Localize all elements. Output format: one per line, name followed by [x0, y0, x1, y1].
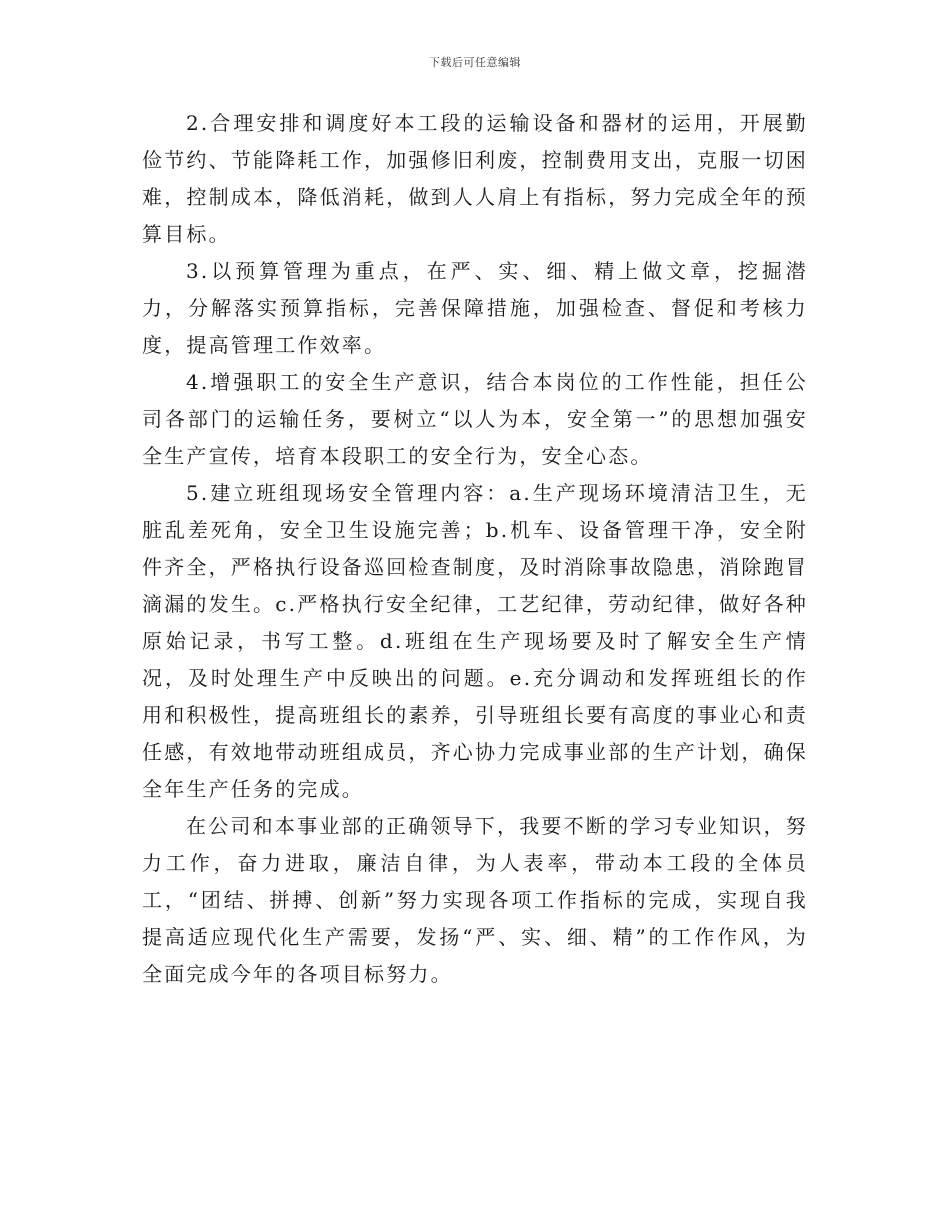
- document-body: [142, 105, 808, 993]
- page-header: 下载后可任意编辑: [429, 56, 521, 69]
- paragraph-item-5: 5.建立班组现场安全管理内容：a.生产现场环境清洁卫生，无脏乱差死角，安全卫生设施完善；b.机车、设备管理干净，安全附件齐全，严格执行设备巡回检查制度，及时消除事故隐患，消除跑冒滴漏的发生。c.严格执行安全纪律，工艺纪律，劳动纪律，做好各种原始记录，书写工整。d.班组在生产现场要及时了解安全生产情况，及时处理生产中反映出的问题。e.充分调动和发挥班组长的作用和积极性，提高班组长的素养，引导班组长要有高度的事业心和责任感，有效地带动班组成员，齐心协力完成事业部的生产计划，确保全年生产任务的完成。: [142, 481, 808, 801]
- paragraph-item-2: 2.合理安排和调度好本工段的运输设备和器材的运用，开展勤俭节约、节能降耗工作，加强修旧利废，控制费用支出，克服一切困难，控制成本，降低消耗，做到人人肩上有指标，努力完成全年的预算目标。: [142, 111, 808, 246]
- paragraph-item-4: 4.增强职工的安全生产意识，结合本岗位的工作性能，担任公司各部门的运输任务，要树立“以人为本，安全第一”的思想加强安全生产宣传，培育本段职工的安全行为，安全心态。: [142, 370, 808, 468]
- paragraph-item-3: 3.以预算管理为重点，在严、实、细、精上做文章，挖掘潜力，分解落实预算指标，完善保障措施，加强检查、督促和考核力度，提高管理工作效率。: [142, 259, 808, 357]
- paragraph-conclusion: 在公司和本事业部的正确领导下，我要不断的学习专业知识，努力工作，奋力进取，廉洁自律，为人表率，带动本工段的全体员工，“团结、拼搏、创新”努力实现各项工作指标的完成，实现自我提高适应现代化生产需要，发扬“严、实、细、精”的工作作风，为全面完成今年的各项目标努力。: [142, 814, 808, 986]
